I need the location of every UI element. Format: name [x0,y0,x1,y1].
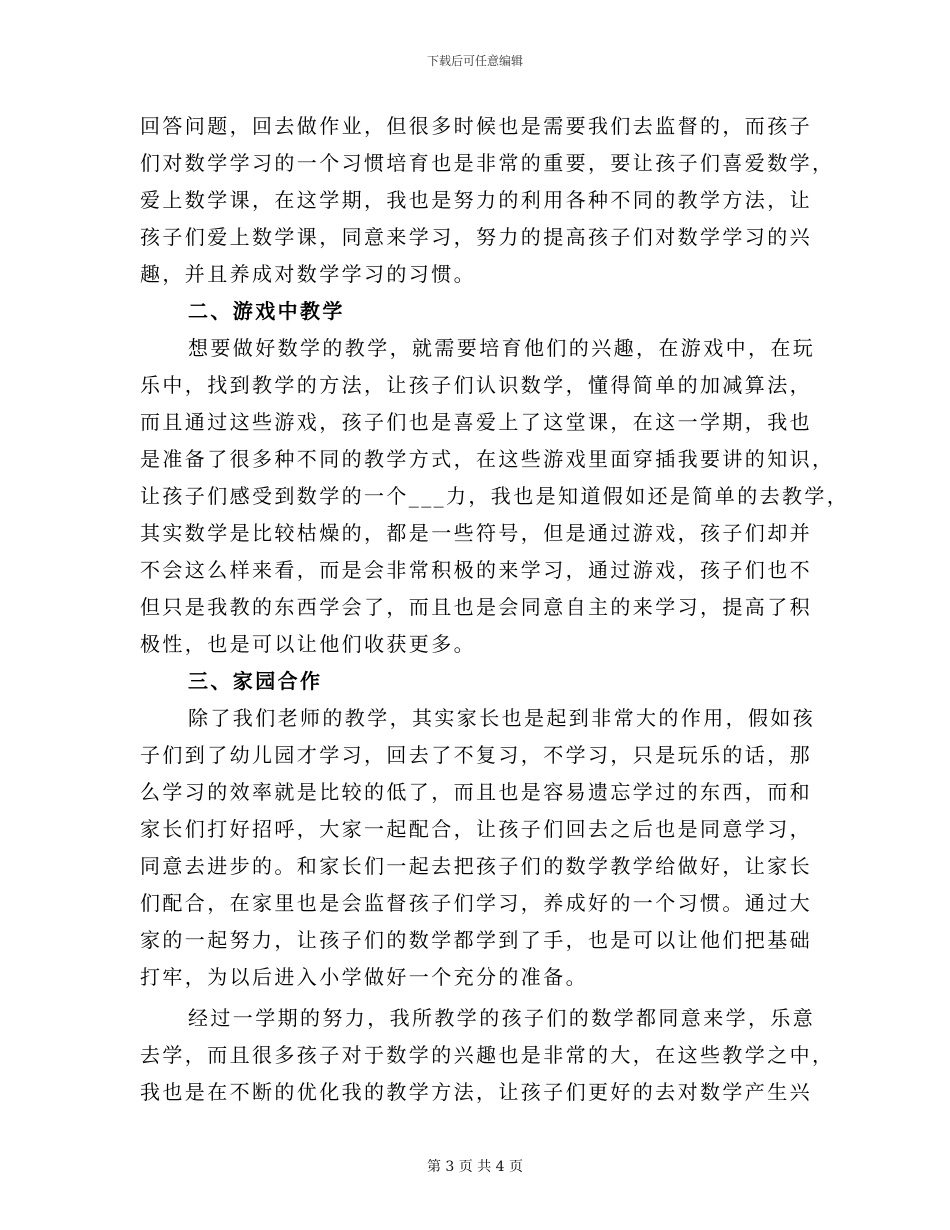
text-line: 乐中，找到教学的方法，让孩子们认识数学，懂得简单的加减算法， [140,373,812,397]
text-line: 们配合，在家里也是会监督孩子们学习，养成好的一个习惯。通过大 [140,891,812,915]
text-line: 不会这么样来看，而是会非常积极的来学习，通过游戏，孩子们也不 [140,558,812,582]
page-footer: 第 3 页 共 4 页 [426,1159,524,1175]
text-line: 么学习的效率就是比较的低了，而且也是容易遗忘学过的东西，而和 [140,780,812,804]
text-line: 极性，也是可以让他们收获更多。 [140,632,476,656]
paragraph [140,700,816,996]
text-line: 去学，而且很多孩子对于数学的兴趣也是非常的大，在这些教学之中， [140,1043,835,1067]
text-line: 回答问题，回去做作业，但很多时候也是需要我们去监督的，而孩子 [140,114,812,138]
paragraph [140,330,850,663]
section-heading: 三、家园合作 [188,669,323,693]
section-heading: 二、游戏中教学 [188,299,345,323]
text-line: 让孩子们感受到数学的一个___力，我也是知道假如还是简单的去教学， [140,484,850,508]
paragraph [140,108,835,293]
text-line: 家的一起努力，让孩子们的数学都学到了手，也是可以让他们把基础 [140,928,812,952]
text-line: 孩子们爱上数学课，同意来学习，努力的提高孩子们对数学学习的兴 [140,225,812,249]
paragraph [140,1000,835,1111]
text-line: 是准备了很多种不同的教学方式，在这些游戏里面穿插我要讲的知识， [140,447,835,471]
text-line: 们对数学学习的一个习惯培育也是非常的重要，要让孩子们喜爱数学， [140,151,835,175]
text-line: 其实数学是比较枯燥的，都是一些符号，但是通过游戏，孩子们却并 [140,521,812,545]
text-line: 爱上数学课，在这学期，我也是努力的利用各种不同的教学方法，让 [140,188,812,212]
text-line: 趣，并且养成对数学学习的习惯。 [140,262,476,286]
text-line: 经过一学期的努力，我所教学的孩子们的数学都同意来学，乐意 [188,1006,816,1030]
text-line: 家长们打好招呼，大家一起配合，让孩子们回去之后也是同意学习， [140,817,812,841]
text-line: 但只是我教的东西学会了，而且也是会同意自主的来学习，提高了积 [140,595,812,619]
text-line: 打牢，为以后进入小学做好一个充分的准备。 [140,965,588,989]
text-line: 我也是在不断的优化我的教学方法，让孩子们更好的去对数学产生兴 [140,1080,812,1104]
page-header: 下载后可任意编辑 [426,54,523,68]
text-line: 子们到了幼儿园才学习，回去了不复习，不学习，只是玩乐的话，那 [140,743,812,767]
text-line: 而且通过这些游戏，孩子们也是喜爱上了这堂课，在这一学期，我也 [140,410,812,434]
text-line: 想要做好数学的教学，就需要培育他们的兴趣，在游戏中，在玩 [188,336,816,360]
document-body [140,108,850,1111]
text-line: 除了我们老师的教学，其实家长也是起到非常大的作用，假如孩 [188,706,816,730]
text-line: 同意去进步的。和家长们一起去把孩子们的数学教学给做好，让家长 [140,854,812,878]
